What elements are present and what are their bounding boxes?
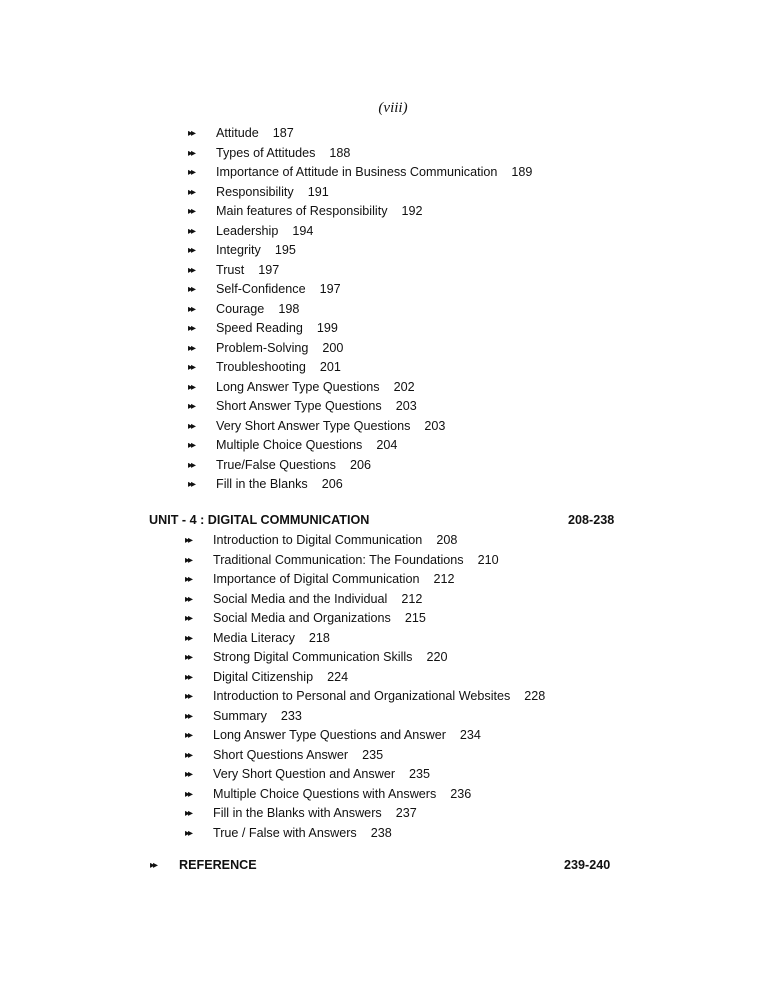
- toc-entry-title: Social Media and the Individual: [213, 591, 388, 606]
- toc-entry-page: 197: [319, 282, 341, 296]
- toc-entry-page: 204: [376, 438, 398, 452]
- toc-entry: [188, 436, 532, 456]
- toc-entry-title: True/False Questions: [216, 457, 336, 472]
- double-arrow-icon: ▸▸: [188, 459, 195, 471]
- toc-entry-page: 202: [393, 379, 415, 394]
- toc-entry-page: 228: [524, 689, 546, 703]
- toc-entry-page: 200: [322, 340, 344, 355]
- double-arrow-icon: ▸▸: [185, 632, 192, 644]
- toc-entry-page: 218: [308, 630, 330, 645]
- toc-entry-page: 187: [272, 126, 294, 140]
- toc-entry: [188, 378, 532, 398]
- double-arrow-icon: ▸▸: [150, 860, 157, 871]
- toc-entry: [185, 804, 545, 824]
- toc-entry-title: Long Answer Type Questions and Answer: [213, 728, 446, 742]
- double-arrow-icon: ▸▸: [185, 769, 192, 780]
- double-arrow-icon: ▸▸: [188, 303, 195, 315]
- double-arrow-icon: ▸▸: [188, 245, 195, 256]
- toc-entry-title: Troubleshooting: [216, 360, 306, 374]
- toc-entry-title: Traditional Communication: The Foundations: [213, 552, 464, 567]
- toc-entry-page: 233: [280, 708, 302, 723]
- toc-entry-title: Strong Digital Communication Skills: [213, 650, 413, 664]
- toc-entry: [185, 590, 545, 610]
- toc-entry-page: 198: [278, 301, 300, 316]
- double-arrow-icon: ▸▸: [188, 323, 195, 334]
- toc-entry-page: 208: [436, 533, 458, 547]
- toc-entry: [188, 261, 532, 281]
- toc-entry-page: 201: [319, 360, 341, 374]
- toc-entry: [185, 785, 545, 805]
- toc-entry-title: Short Answer Type Questions: [216, 399, 382, 413]
- double-arrow-icon: ▸▸: [188, 147, 195, 159]
- toc-entry-page: 235: [362, 747, 384, 762]
- toc-entry-page: 191: [307, 184, 329, 199]
- toc-entry-page: 238: [370, 825, 392, 840]
- toc-entry: [185, 570, 545, 590]
- toc-entry-page: 224: [327, 669, 349, 684]
- toc-entry: [185, 687, 545, 707]
- toc-entry: [185, 629, 545, 649]
- toc-entry: [185, 609, 545, 629]
- toc-entry: [188, 456, 532, 476]
- toc-entry: [188, 397, 532, 417]
- toc-entry: [188, 417, 532, 437]
- toc-entry: [185, 765, 545, 785]
- toc-entry-title: Multiple Choice Questions with Answers: [213, 786, 437, 801]
- double-arrow-icon: ▸▸: [185, 593, 192, 605]
- toc-entry-page: 188: [329, 145, 351, 160]
- toc-entry: [188, 222, 532, 242]
- toc-entry-title: Courage: [216, 301, 265, 316]
- toc-entry-title: Self-Confidence: [216, 282, 306, 296]
- unit-heading: UNIT - 4 : DIGITAL COMMUNICATION: [149, 513, 370, 527]
- toc-entry: [185, 746, 545, 766]
- double-arrow-icon: ▸▸: [188, 342, 195, 354]
- toc-entry: [185, 824, 545, 844]
- double-arrow-icon: ▸▸: [185, 808, 192, 819]
- toc-entry: [185, 551, 545, 571]
- toc-entry-title: Introduction to Digital Communication: [213, 533, 423, 547]
- toc-entry-page: 212: [401, 591, 423, 606]
- toc-entry-title: Leadership: [216, 223, 279, 238]
- toc-entry-title: Integrity: [216, 243, 261, 257]
- toc-entry-page: 195: [274, 243, 296, 257]
- double-arrow-icon: ▸▸: [185, 535, 192, 546]
- double-arrow-icon: ▸▸: [188, 264, 195, 276]
- toc-entry-page: 212: [433, 572, 455, 586]
- toc-entry-title: Responsibility: [216, 184, 294, 199]
- double-arrow-icon: ▸▸: [188, 206, 195, 217]
- toc-entry-page: 203: [395, 399, 417, 413]
- double-arrow-icon: ▸▸: [188, 420, 195, 432]
- toc-entry-title: Fill in the Blanks: [216, 477, 308, 491]
- toc-entry-title: Types of Attitudes: [216, 145, 316, 160]
- toc-entry-title: Media Literacy: [213, 630, 295, 645]
- toc-entry-title: Speed Reading: [216, 321, 303, 335]
- toc-entry-title: Multiple Choice Questions: [216, 438, 363, 452]
- toc-entry: [188, 358, 532, 378]
- double-arrow-icon: ▸▸: [185, 691, 192, 702]
- toc-entry-page: 192: [401, 204, 423, 218]
- double-arrow-icon: ▸▸: [185, 710, 192, 722]
- toc-entry-page: 189: [511, 165, 533, 179]
- toc-entry-page: 206: [349, 457, 371, 472]
- unit-page-range: 208-238: [568, 513, 615, 527]
- toc-entry-title: Very Short Question and Answer: [213, 767, 396, 781]
- double-arrow-icon: ▸▸: [188, 128, 195, 139]
- toc-entry-title: Very Short Answer Type Questions: [216, 418, 411, 433]
- toc-entry-page: 220: [426, 650, 448, 664]
- toc-entry-title: Main features of Responsibility: [216, 204, 388, 218]
- toc-entry: [188, 300, 532, 320]
- toc-entry-title: Digital Citizenship: [213, 669, 314, 684]
- double-arrow-icon: ▸▸: [188, 381, 195, 393]
- double-arrow-icon: ▸▸: [188, 225, 195, 237]
- toc-entry-page: 235: [409, 767, 431, 781]
- reference-label: REFERENCE: [179, 858, 257, 872]
- double-arrow-icon: ▸▸: [188, 167, 195, 178]
- toc-entry-title: Long Answer Type Questions: [216, 379, 380, 394]
- toc-entry-page: 237: [395, 806, 417, 820]
- toc-entry-page: 203: [424, 418, 446, 433]
- toc-entry-page: 199: [316, 321, 338, 335]
- toc-entry-page: 234: [459, 728, 481, 742]
- double-arrow-icon: ▸▸: [185, 574, 192, 585]
- toc-list-section: [188, 124, 532, 495]
- toc-entry: [188, 144, 532, 164]
- toc-entry-title: Importance of Digital Communication: [213, 572, 420, 586]
- reference-page-range: 239-240: [564, 858, 611, 872]
- toc-entry-title: Trust: [216, 262, 245, 277]
- double-arrow-icon: ▸▸: [188, 284, 195, 295]
- double-arrow-icon: ▸▸: [185, 730, 192, 741]
- double-arrow-icon: ▸▸: [185, 671, 192, 683]
- toc-entry: [188, 280, 532, 300]
- toc-entry-page: 210: [477, 552, 499, 567]
- double-arrow-icon: ▸▸: [185, 613, 192, 624]
- toc-entry-title: Fill in the Blanks with Answers: [213, 806, 382, 820]
- toc-entry-page: 206: [321, 477, 343, 491]
- double-arrow-icon: ▸▸: [188, 362, 195, 373]
- toc-entry: [185, 668, 545, 688]
- toc-entry: [185, 531, 545, 551]
- toc-entry-title: True / False with Answers: [213, 825, 357, 840]
- toc-entry-title: Short Questions Answer: [213, 747, 349, 762]
- toc-entry-title: Problem-Solving: [216, 340, 309, 355]
- toc-entry: [185, 726, 545, 746]
- toc-entry-page: 194: [292, 223, 314, 238]
- toc-entry-title: Introduction to Personal and Organizational Websites: [213, 689, 511, 703]
- toc-entry: [188, 183, 532, 203]
- toc-entry-title: Summary: [213, 708, 267, 723]
- toc-entry: [188, 339, 532, 359]
- toc-entry: [188, 319, 532, 339]
- double-arrow-icon: ▸▸: [185, 827, 192, 839]
- page-number: (viii): [378, 100, 408, 116]
- toc-entry: [185, 707, 545, 727]
- double-arrow-icon: ▸▸: [185, 788, 192, 800]
- double-arrow-icon: ▸▸: [185, 749, 192, 761]
- toc-entry-title: Social Media and Organizations: [213, 611, 391, 625]
- toc-entry: [188, 163, 532, 183]
- toc-entry: [188, 241, 532, 261]
- toc-entry-title: Attitude: [216, 126, 259, 140]
- toc-list-unit-4: [185, 531, 545, 843]
- double-arrow-icon: ▸▸: [185, 554, 192, 566]
- toc-entry-page: 197: [258, 262, 280, 277]
- double-arrow-icon: ▸▸: [188, 440, 195, 451]
- toc-entry: [188, 475, 532, 495]
- toc-entry-page: 215: [404, 611, 426, 625]
- toc-entry-title: Importance of Attitude in Business Communication: [216, 165, 498, 179]
- double-arrow-icon: ▸▸: [188, 186, 195, 198]
- toc-entry: [188, 202, 532, 222]
- double-arrow-icon: ▸▸: [185, 652, 192, 663]
- double-arrow-icon: ▸▸: [188, 479, 195, 490]
- toc-entry: [185, 648, 545, 668]
- toc-entry: [188, 124, 532, 144]
- toc-entry-page: 236: [450, 786, 472, 801]
- double-arrow-icon: ▸▸: [188, 401, 195, 412]
